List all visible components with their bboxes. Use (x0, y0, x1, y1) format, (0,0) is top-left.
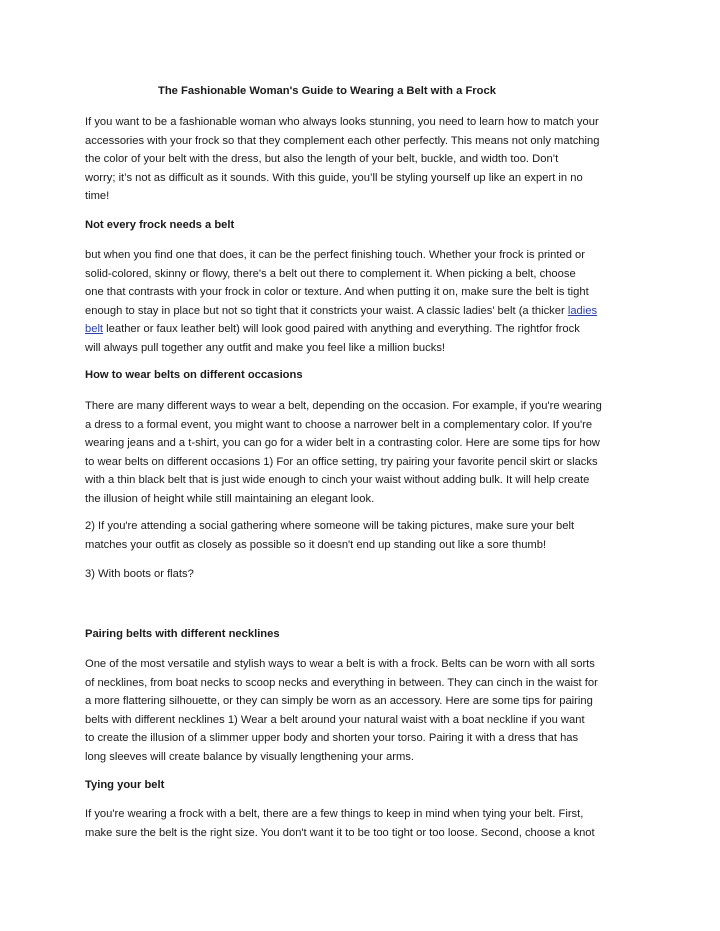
text-line: a more flattering silhouette, or they can simply be worn as an accessory. Here are some tips for pairing (85, 695, 593, 707)
text-line: One of the most versatile and stylish ways to wear a belt is with a frock. Belts can be worn with all sorts (85, 658, 595, 670)
text-line: solid-colored, skinny or flowy, there's a belt out there to complement it. When picking a belt, choose (85, 267, 576, 280)
text-line: accessories with your frock so that they complement each other perfectly. This means not only matching (85, 134, 600, 147)
text-line: to wear belts on different occasions 1) For an office setting, try pairing your favorite pencil skirt or slacks (85, 455, 598, 468)
text-line: There are many different ways to wear a belt, depending on the occasion. For example, if you're wearing (85, 400, 602, 412)
text-line: time! (85, 190, 110, 202)
text-line (85, 302, 636, 321)
ladies-belt-link[interactable]: ladies (567, 304, 598, 317)
text-line: the illusion of height while still maintaining an elegant look. (85, 492, 375, 505)
section-heading: Pairing belts with different necklines (85, 628, 280, 640)
ladies-belt-link-continued[interactable]: belt (85, 323, 104, 335)
text-line: wearing jeans and a t-shirt, you can go for a wider belt in a contrasting color. Here are some tips for how (85, 437, 600, 449)
text-fragment: enough to stay in place but not so tight that it constricts your waist. A classic ladies' belt (a thicker (85, 304, 568, 317)
document-title: The Fashionable Woman's Guide to Wearing a Belt with a Frock (158, 85, 496, 97)
section-paragraph (85, 805, 636, 842)
text-line: with a thin black belt that is just wide enough to cinch your waist without adding bulk. It will help create (85, 474, 590, 486)
text-line: to create the illusion of a slimmer upper body and shorten your torso. Pairing it with a dress that has (85, 732, 579, 744)
section-paragraph (85, 246, 636, 357)
section-paragraph (85, 397, 636, 508)
text-line: belts with different necklines 1) Wear a belt around your natural waist with a boat neckline if you want (85, 713, 585, 726)
text-line: long sleeves will create balance by visually lengthening your arms. (85, 750, 414, 763)
text-line: If you want to be a fashionable woman who always looks stunning, you need to learn how to match your (85, 116, 599, 128)
section-heading: Tying your belt (85, 779, 165, 791)
text-line: make sure the belt is the right size. You don't want it to be too tight or too loose. Second, choose a knot (85, 826, 595, 839)
section-heading: Not every frock needs a belt (85, 219, 235, 231)
text-line: If you're wearing a frock with a belt, there are a few things to keep in mind when tying your belt. First, (85, 808, 584, 820)
text-line: but when you find one that does, it can be the perfect finishing touch. Whether your frock is printed or (85, 249, 585, 261)
text-line: will always pull together any outfit and make you feel like a million bucks! (85, 341, 446, 354)
text-line (85, 320, 636, 339)
intro-paragraph (85, 113, 636, 206)
text-line: a dress to a formal event, you might want to choose a narrower belt in a complementary color. If you're (85, 418, 593, 431)
section-paragraph (85, 655, 636, 766)
text-line: the color of your belt with the dress, but also the length of your belt, buckle, and width too. Don’t (85, 153, 559, 165)
text-fragment: leather or faux leather belt) will look good paired with anything and everything. The rightfor frock (103, 323, 580, 335)
text-line: 3) With boots or flats? (85, 568, 194, 580)
text-line: matches your outfit as closely as possible so it doesn't end up standing out like a sore thumb! (85, 538, 547, 551)
text-line: worry; it’s not as difficult as it sounds. With this guide, you’ll be styling yourself up like an expert in no (85, 171, 583, 184)
section-paragraph (85, 565, 636, 584)
section-heading: How to wear belts on different occasions (85, 369, 303, 381)
section-paragraph (85, 517, 636, 554)
text-line: one that contrasts with your frock in color or texture. And when putting it on, make sure the belt is tight (85, 286, 589, 298)
text-line: of necklines, from boat necks to scoop necks and everything in between. They can cinch in the waist for (85, 676, 598, 689)
text-line: 2) If you're attending a social gathering where someone will be taking pictures, make sure your belt (85, 520, 575, 532)
